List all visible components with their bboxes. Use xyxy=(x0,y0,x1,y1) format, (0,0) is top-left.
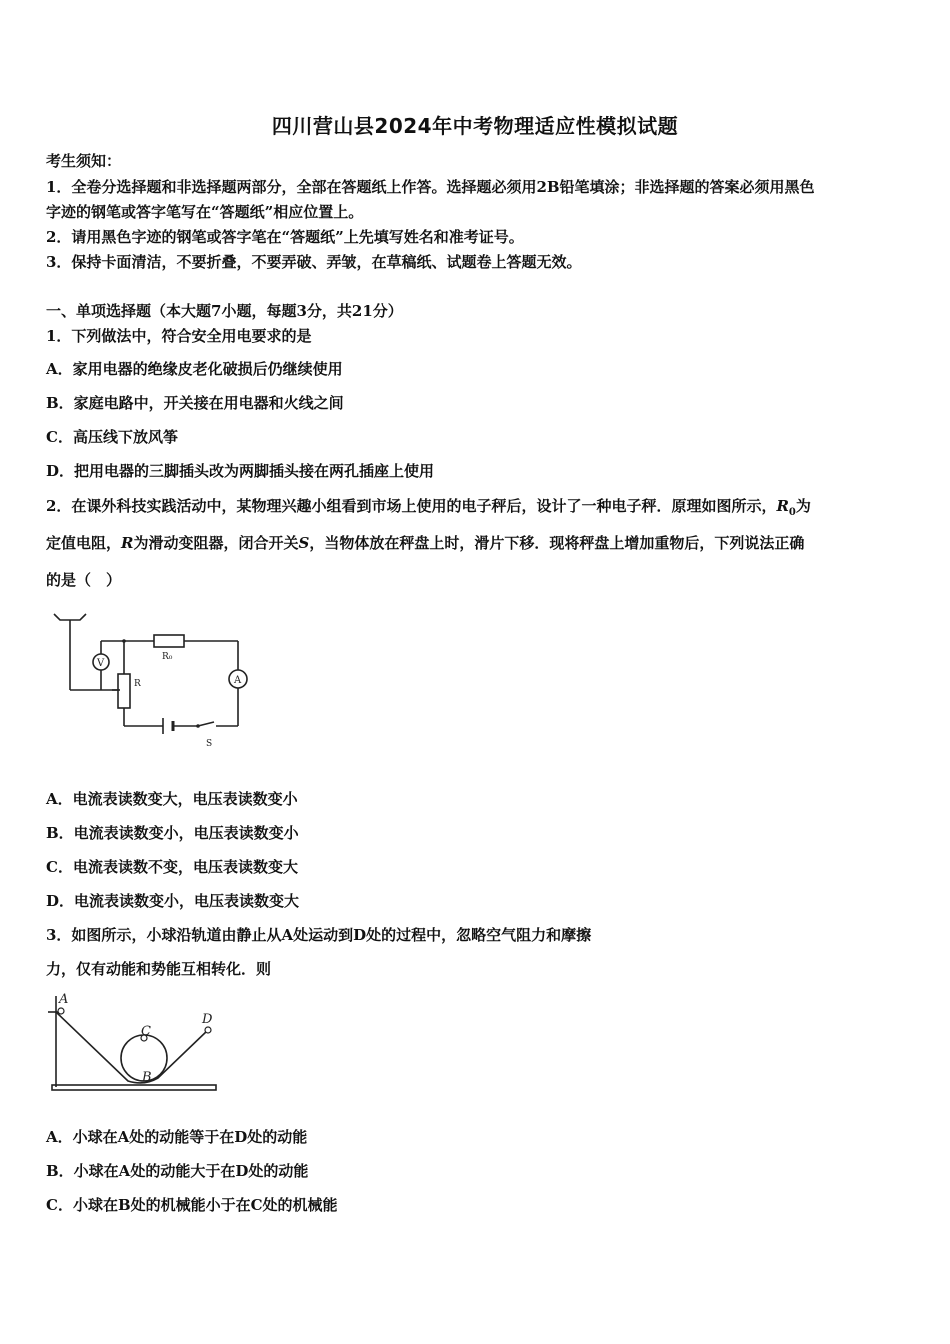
q3-option-b: B．小球在A处的动能大于在D处的动能 xyxy=(46,1162,309,1180)
scale-pan xyxy=(54,614,86,620)
notice-item-1-cont: 字迹的钢笔或答字笔写在“答题纸”相应位置上。 xyxy=(46,203,364,221)
q2-r0-symbol: R xyxy=(776,497,789,515)
label-d: D xyxy=(202,1012,213,1027)
track-diagram xyxy=(44,990,224,1098)
q2-s-symbol: S xyxy=(298,534,310,552)
q2-option-c: C．电流表读数不变，电压表读数变大 xyxy=(46,858,298,876)
q1-option-b: B．家庭电路中，开关接在用电器和火线之间 xyxy=(46,394,344,412)
section-heading: 一、单项选择题（本大题7小题，每题3分，共21分） xyxy=(46,302,403,320)
q2-option-d: D．电流表读数变小，电压表读数变大 xyxy=(46,892,300,910)
q2-r-symbol: R xyxy=(121,534,134,552)
q2-stem-text-2c: ，当物体放在秤盘上时，滑片下移．现将秤盘上增加重物后，下列说法正确 xyxy=(309,534,805,552)
switch-s xyxy=(198,722,214,726)
ground xyxy=(52,1085,216,1090)
q2-stem-text-2a: 定值电阻， xyxy=(46,534,122,552)
q2-stem-line-1 xyxy=(46,495,811,524)
q1-option-c: C．高压线下放风筝 xyxy=(46,428,178,446)
notice-item-1: 1．全卷分选择题和非选择题两部分，全部在答题纸上作答。选择题必须用2B铅笔填涂；非选择题的答案必须用黑色 xyxy=(46,178,815,196)
q3-option-a: A．小球在A处的动能等于在D处的动能 xyxy=(46,1128,308,1146)
q3-stem-line-2: 力，仅有动能和势能互相转化．则 xyxy=(46,960,272,978)
q2-stem-line-3: 的是（ ） xyxy=(46,571,122,589)
q1-option-a: A．家用电器的绝缘皮老化破损后仍继续使用 xyxy=(46,360,343,378)
r0-label: R₀ xyxy=(162,652,173,662)
notice-item-3: 3．保持卡面清洁，不要折叠，不要弄破、弄皱，在草稿纸、试题卷上答题无效。 xyxy=(46,253,582,271)
q3-option-c: C．小球在B处的机械能小于在C处的机械能 xyxy=(46,1196,338,1214)
q1-option-d: D．把用电器的三脚插头改为两脚插头接在两孔插座上使用 xyxy=(46,462,435,480)
q3-stem-line-1: 3．如图所示，小球沿轨道由静止从A处运动到D处的过程中，忽略空气阻力和摩擦 xyxy=(46,926,592,944)
q2-option-a: A．电流表读数变大，电压表读数变小 xyxy=(46,790,298,808)
q2-stem-text-1: 2．在课外科技实践活动中，某物理兴趣小组看到市场上使用的电子秤后，设计了一种电子秤．原理如图所示， xyxy=(46,497,777,515)
label-a: A xyxy=(59,992,69,1007)
q2-r0-subscript: 0 xyxy=(788,507,796,518)
notice-heading: 考生须知： xyxy=(46,152,122,170)
page-title: 四川营山县2024年中考物理适应性模拟试题 xyxy=(271,114,679,138)
label-b: B xyxy=(142,1070,152,1085)
q1-stem: 1．下列做法中，符合安全用电要求的是 xyxy=(46,327,312,345)
q2-stem-text-2b: 为滑动变阻器，闭合开关 xyxy=(133,534,299,552)
rheostat-r xyxy=(118,674,130,708)
ball-d xyxy=(205,1027,211,1033)
s-label: S xyxy=(206,739,213,749)
r-label: R xyxy=(134,679,141,689)
ammeter-label: A xyxy=(234,675,242,686)
label-c: C xyxy=(141,1024,151,1039)
resistor-r0 xyxy=(154,635,184,647)
ball-a xyxy=(58,1008,64,1014)
voltmeter-label: V xyxy=(97,658,105,669)
notice-item-2: 2．请用黑色字迹的钢笔或答字笔在“答题纸”上先填写姓名和准考证号。 xyxy=(46,228,524,246)
q2-stem-text-1b: 为 xyxy=(795,497,811,515)
track xyxy=(56,1012,208,1083)
q2-option-b: B．电流表读数变小，电压表读数变小 xyxy=(46,824,299,842)
q2-stem-line-2 xyxy=(46,532,804,554)
circuit-diagram xyxy=(46,606,261,751)
